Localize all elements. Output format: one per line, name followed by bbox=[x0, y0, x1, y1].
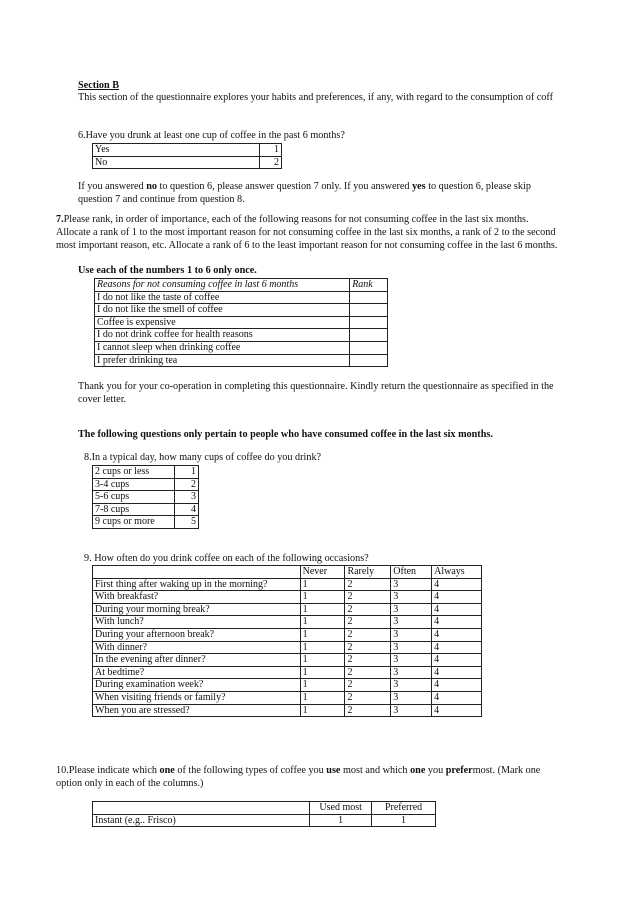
q9-occasion-row bbox=[93, 679, 482, 692]
q6-option-row[interactable] bbox=[93, 144, 282, 157]
occasion-label: With breakfast? bbox=[93, 591, 301, 604]
empty-header-cell bbox=[93, 802, 310, 815]
frequency-option[interactable]: 2 bbox=[345, 628, 391, 641]
occasion-label: With dinner? bbox=[93, 641, 301, 654]
frequency-option[interactable]: 1 bbox=[300, 591, 345, 604]
frequency-option[interactable]: 3 bbox=[391, 654, 432, 667]
column-header: Always bbox=[432, 566, 482, 579]
frequency-option[interactable]: 1 bbox=[300, 641, 345, 654]
option-code: 3 bbox=[175, 491, 199, 504]
reason-label: I cannot sleep when drinking coffee bbox=[95, 341, 350, 354]
frequency-option[interactable]: 3 bbox=[391, 616, 432, 629]
empty-header-cell bbox=[93, 566, 301, 579]
frequency-option[interactable]: 4 bbox=[432, 641, 482, 654]
q10-table bbox=[92, 801, 436, 827]
frequency-option[interactable]: 1 bbox=[300, 691, 345, 704]
frequency-option[interactable]: 4 bbox=[432, 628, 482, 641]
option-code: 5 bbox=[175, 516, 199, 529]
q7-reason-row bbox=[95, 354, 388, 367]
q10-coffee-row bbox=[93, 814, 436, 827]
frequency-option[interactable]: 4 bbox=[432, 691, 482, 704]
frequency-option[interactable]: 2 bbox=[345, 666, 391, 679]
reason-label: I prefer drinking tea bbox=[95, 354, 350, 367]
rank-input-cell[interactable] bbox=[350, 291, 388, 304]
option-label: 9 cups or more bbox=[93, 516, 175, 529]
q7-reason-row bbox=[95, 304, 388, 317]
option-code: 4 bbox=[175, 503, 199, 516]
reason-label: I do not drink coffee for health reasons bbox=[95, 329, 350, 342]
q9-header-row bbox=[93, 566, 482, 579]
rank-input-cell[interactable] bbox=[350, 316, 388, 329]
q7-table bbox=[94, 278, 388, 367]
column-header: Rank bbox=[350, 279, 388, 292]
option-label: 3-4 cups bbox=[93, 478, 175, 491]
frequency-option[interactable]: 3 bbox=[391, 591, 432, 604]
q9-occasion-row bbox=[93, 641, 482, 654]
q6-table bbox=[92, 143, 282, 169]
q8-option-row[interactable] bbox=[93, 503, 199, 516]
q7-question: 7.Please rank, in order of importance, each of the following reasons for not consuming coffee in the last six months. Allocate a rank of 1 to the most important reason for not consuming coffee in the last six months, a rank of 2 to the second most important reason, etc. Allocate a rank of 6 to the least important reason for not consuming coffee in the last 6 months. bbox=[56, 214, 558, 251]
option-label: 7-8 cups bbox=[93, 503, 175, 516]
preferred-option[interactable]: 1 bbox=[372, 814, 436, 827]
occasion-label: At bedtime? bbox=[93, 666, 301, 679]
frequency-option[interactable]: 1 bbox=[300, 654, 345, 667]
q8-option-row[interactable] bbox=[93, 491, 199, 504]
q8-option-row[interactable] bbox=[93, 466, 199, 479]
frequency-option[interactable]: 2 bbox=[345, 616, 391, 629]
column-header: Used most bbox=[310, 802, 372, 815]
frequency-option[interactable]: 1 bbox=[300, 628, 345, 641]
frequency-option[interactable]: 2 bbox=[345, 603, 391, 616]
q6-option-row[interactable] bbox=[93, 156, 282, 169]
occasion-label: When you are stressed? bbox=[93, 704, 301, 717]
column-header: Rarely bbox=[345, 566, 391, 579]
q10-header-row bbox=[93, 802, 436, 815]
q8-question: 8.In a typical day, how many cups of coffee do you drink? bbox=[84, 452, 322, 463]
q7-reason-row bbox=[95, 341, 388, 354]
rank-input-cell[interactable] bbox=[350, 354, 388, 367]
frequency-option[interactable]: 4 bbox=[432, 704, 482, 717]
q6-question: 6.Have you drunk at least one cup of coffee in the past 6 months? bbox=[78, 130, 345, 141]
frequency-option[interactable]: 2 bbox=[345, 641, 391, 654]
frequency-option[interactable]: 3 bbox=[391, 666, 432, 679]
occasion-label: During your morning break? bbox=[93, 603, 301, 616]
q9-occasion-row bbox=[93, 666, 482, 679]
column-header: Often bbox=[391, 566, 432, 579]
frequency-option[interactable]: 1 bbox=[300, 578, 345, 591]
q9-question: 9. How often do you drink coffee on each of the following occasions? bbox=[84, 553, 369, 564]
reason-label: I do not like the smell of coffee bbox=[95, 304, 350, 317]
frequency-option[interactable]: 2 bbox=[345, 704, 391, 717]
frequency-option[interactable]: 3 bbox=[391, 578, 432, 591]
option-code: 2 bbox=[175, 478, 199, 491]
frequency-option[interactable]: 3 bbox=[391, 691, 432, 704]
q9-occasion-row bbox=[93, 603, 482, 616]
option-code: 2 bbox=[260, 156, 282, 169]
frequency-option[interactable]: 1 bbox=[300, 616, 345, 629]
rank-input-cell[interactable] bbox=[350, 304, 388, 317]
frequency-option[interactable]: 1 bbox=[300, 666, 345, 679]
q7-instruction: Use each of the numbers 1 to 6 only once. bbox=[78, 265, 257, 276]
q9-occasion-row bbox=[93, 628, 482, 641]
frequency-option[interactable]: 2 bbox=[345, 591, 391, 604]
q7-reason-row bbox=[95, 329, 388, 342]
option-code: 1 bbox=[260, 144, 282, 157]
frequency-option[interactable]: 4 bbox=[432, 616, 482, 629]
frequency-option[interactable]: 2 bbox=[345, 654, 391, 667]
q9-occasion-row bbox=[93, 616, 482, 629]
rank-input-cell[interactable] bbox=[350, 329, 388, 342]
frequency-option[interactable]: 4 bbox=[432, 666, 482, 679]
q6-instruction: If you answered no to question 6, please answer question 7 only. If you answered yes to question 6, please skip question 7 and continue from question 8. bbox=[78, 181, 531, 205]
q9-table bbox=[92, 565, 482, 717]
frequency-option[interactable]: 3 bbox=[391, 679, 432, 692]
q7-header-row bbox=[95, 279, 388, 292]
frequency-option[interactable]: 4 bbox=[432, 591, 482, 604]
frequency-option[interactable]: 4 bbox=[432, 654, 482, 667]
frequency-option[interactable]: 4 bbox=[432, 578, 482, 591]
q9-occasion-row bbox=[93, 704, 482, 717]
column-header: Reasons for not consuming coffee in last 6 months bbox=[95, 279, 350, 292]
column-header: Never bbox=[300, 566, 345, 579]
frequency-option[interactable]: 2 bbox=[345, 578, 391, 591]
coffee-type-label: Instant (e.g.. Frisco) bbox=[93, 814, 310, 827]
option-label: 2 cups or less bbox=[93, 466, 175, 479]
occasion-label: In the evening after dinner? bbox=[93, 654, 301, 667]
used-option[interactable]: 1 bbox=[310, 814, 372, 827]
section-intro: This section of the questionnaire explores your habits and preferences, if any, with regard to the consumption of coff bbox=[78, 92, 553, 103]
q10-question: 10.Please indicate which one of the following types of coffee you use most and which one you prefermost. (Mark one option only in each of the columns.) bbox=[56, 765, 541, 789]
option-label: Yes bbox=[93, 144, 260, 157]
q8-option-row[interactable] bbox=[93, 516, 199, 529]
option-label: 5-6 cups bbox=[93, 491, 175, 504]
q9-occasion-row bbox=[93, 654, 482, 667]
q9-occasion-row bbox=[93, 591, 482, 604]
frequency-option[interactable]: 1 bbox=[300, 603, 345, 616]
frequency-option[interactable]: 4 bbox=[432, 679, 482, 692]
option-code: 1 bbox=[175, 466, 199, 479]
rank-input-cell[interactable] bbox=[350, 341, 388, 354]
frequency-option[interactable]: 3 bbox=[391, 704, 432, 717]
occasion-label: With lunch? bbox=[93, 616, 301, 629]
q8-option-row[interactable] bbox=[93, 478, 199, 491]
reason-label: Coffee is expensive bbox=[95, 316, 350, 329]
following-note: The following questions only pertain to people who have consumed coffee in the last six months. bbox=[78, 429, 493, 440]
frequency-option[interactable]: 2 bbox=[345, 691, 391, 704]
frequency-option[interactable]: 3 bbox=[391, 628, 432, 641]
q9-occasion-row bbox=[93, 691, 482, 704]
thanks-text: Thank you for your co-operation in completing this questionnaire. Kindly return the questionnaire as specified in the cover letter. bbox=[78, 381, 554, 405]
frequency-option[interactable]: 4 bbox=[432, 603, 482, 616]
q7-reason-row bbox=[95, 316, 388, 329]
frequency-option[interactable]: 1 bbox=[300, 704, 345, 717]
frequency-option[interactable]: 1 bbox=[300, 679, 345, 692]
occasion-label: During your afternoon break? bbox=[93, 628, 301, 641]
frequency-option[interactable]: 2 bbox=[345, 679, 391, 692]
q8-table bbox=[92, 465, 199, 529]
reason-label: I do not like the taste of coffee bbox=[95, 291, 350, 304]
q9-occasion-row bbox=[93, 578, 482, 591]
column-header: Preferred bbox=[372, 802, 436, 815]
frequency-option[interactable]: 3 bbox=[391, 603, 432, 616]
q7-reason-row bbox=[95, 291, 388, 304]
occasion-label: When visiting friends or family? bbox=[93, 691, 301, 704]
section-heading: Section B bbox=[78, 80, 120, 91]
frequency-option[interactable]: 3 bbox=[391, 641, 432, 654]
occasion-label: First thing after waking up in the morning? bbox=[93, 578, 301, 591]
option-label: No bbox=[93, 156, 260, 169]
occasion-label: During examination week? bbox=[93, 679, 301, 692]
